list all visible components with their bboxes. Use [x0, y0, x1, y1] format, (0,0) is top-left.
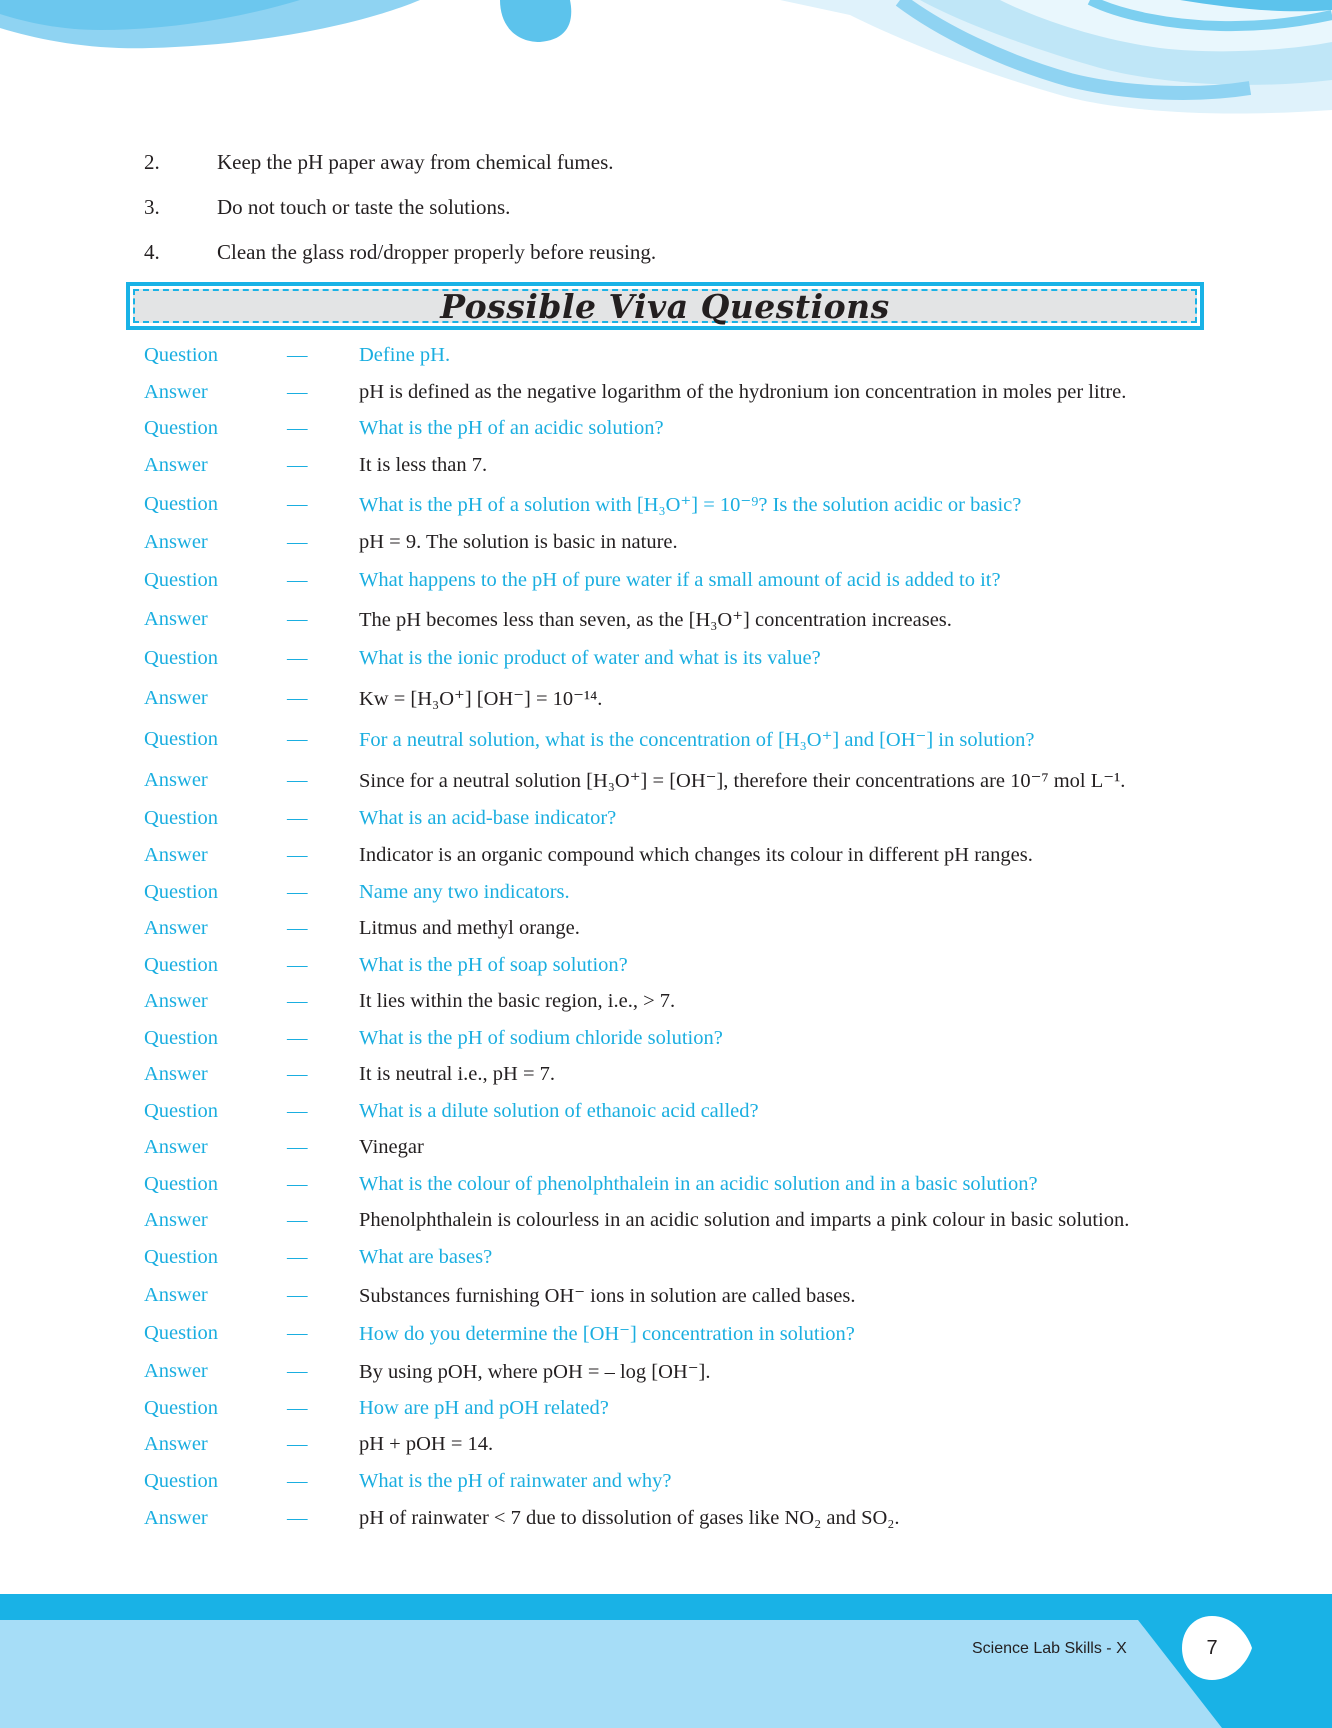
precautions-list	[144, 140, 656, 275]
answer-row	[144, 447, 1204, 484]
list-number: 4.	[144, 240, 160, 264]
dash: —	[287, 608, 308, 630]
answer-row	[144, 374, 1204, 410]
answer-text: It is neutral i.e., pH = 7.	[359, 1063, 556, 1085]
answer-label: Answer	[144, 1136, 208, 1158]
question-label: Question	[144, 492, 219, 515]
question-label: Question	[144, 344, 219, 366]
dash: —	[287, 1469, 308, 1492]
dash: —	[287, 1246, 308, 1268]
question-text: What is an acid-base indicator?	[359, 807, 617, 829]
dash: —	[287, 917, 308, 939]
list-text: Do not touch or taste the solutions.	[217, 195, 511, 219]
dash: —	[287, 1209, 308, 1231]
answer-text: It lies within the basic region, i.e., > 7.	[359, 990, 676, 1012]
viva-qa-list	[144, 337, 1204, 1537]
answer-row	[144, 524, 1204, 561]
dash: —	[287, 953, 308, 976]
answer-text: Kw = [H₃O⁺] [OH⁻] = 10⁻¹⁴.	[359, 687, 603, 710]
dash: —	[287, 768, 308, 791]
question-text: What are bases?	[359, 1246, 493, 1268]
answer-label: Answer	[144, 608, 208, 630]
dash: —	[287, 880, 308, 903]
answer-row	[144, 1129, 1204, 1166]
question-text: Name any two indicators.	[359, 880, 570, 903]
answer-label: Answer	[144, 844, 208, 866]
answer-text: pH is defined as the negative logarithm of the hydronium ion concentration in moles per litre.	[359, 380, 1127, 403]
section-title-inner	[133, 286, 1197, 326]
answer-label: Answer	[144, 1209, 208, 1231]
question-label: Question	[144, 807, 219, 829]
answer-text: Indicator is an organic compound which changes its colour in different pH ranges.	[359, 844, 1033, 866]
dash: —	[287, 569, 308, 591]
answer-row	[144, 837, 1204, 874]
dash: —	[287, 1359, 308, 1382]
section-title-box	[126, 282, 1204, 330]
list-item	[144, 230, 656, 275]
footer-band-decoration	[0, 1594, 1332, 1728]
answer-text: Litmus and methyl orange.	[359, 917, 580, 939]
question-label: Question	[144, 880, 219, 903]
question-row	[144, 561, 1204, 600]
page-number: 7	[1206, 1637, 1218, 1659]
answer-row	[144, 1202, 1204, 1239]
list-number: 3.	[144, 195, 160, 219]
question-row	[144, 639, 1204, 678]
question-row	[144, 1020, 1204, 1056]
answer-text: Phenolphthalein is colourless in an acidic solution and imparts a pink colour in basic solution.	[359, 1209, 1130, 1231]
answer-row	[144, 678, 1204, 718]
answer-text: Since for a neutral solution [H₃O⁺] = [OH⁻], therefore their concentrations are 10⁻⁷ mol L⁻¹.	[359, 769, 1126, 792]
dash: —	[287, 990, 308, 1012]
question-text: How do you determine the [OH⁻] concentration in solution?	[359, 1322, 855, 1345]
question-row	[144, 484, 1204, 524]
answer-text: pH + pOH = 14.	[359, 1433, 494, 1455]
dash: —	[287, 686, 308, 709]
dash: —	[287, 454, 308, 476]
answer-label: Answer	[144, 686, 208, 709]
dash: —	[287, 1321, 308, 1344]
answer-label: Answer	[144, 990, 208, 1012]
list-text: Clean the glass rod/dropper properly before reusing.	[217, 240, 657, 264]
header-wave-decoration	[0, 0, 1332, 130]
dash: —	[287, 1506, 308, 1529]
dash: —	[287, 647, 308, 669]
question-row	[144, 410, 1204, 447]
list-text: Keep the pH paper away from chemical fumes.	[217, 150, 614, 174]
question-text: Define pH.	[359, 344, 451, 366]
answer-label: Answer	[144, 768, 208, 791]
question-text: What is the colour of phenolphthalein in an acidic solution and in a basic solution?	[359, 1172, 1038, 1195]
dash: —	[287, 1172, 308, 1195]
dash: —	[287, 727, 308, 750]
question-label: Question	[144, 1246, 219, 1268]
answer-row	[144, 1056, 1204, 1093]
dash: —	[287, 344, 308, 366]
answer-text: pH = 9. The solution is basic in nature.	[359, 531, 678, 553]
question-row	[144, 718, 1204, 760]
dash: —	[287, 1026, 308, 1049]
answer-text: pH of rainwater < 7 due to dissolution of gases like NO₂ and SO₂.	[359, 1506, 900, 1529]
answer-text: The pH becomes less than seven, as the [H₃O⁺] concentration increases.	[359, 609, 952, 631]
answer-label: Answer	[144, 531, 208, 553]
answer-text: Vinegar	[359, 1136, 424, 1158]
question-label: Question	[144, 1099, 219, 1122]
dash: —	[287, 1283, 308, 1306]
answer-row	[144, 1276, 1204, 1314]
question-row	[144, 800, 1204, 837]
question-row	[144, 1314, 1204, 1352]
question-text: What is the pH of soap solution?	[359, 953, 628, 976]
answer-row	[144, 760, 1204, 800]
dash: —	[287, 1136, 308, 1158]
question-label: Question	[144, 647, 219, 669]
question-label: Question	[144, 1321, 219, 1344]
question-label: Question	[144, 1172, 219, 1195]
question-label: Question	[144, 569, 219, 591]
question-label: Question	[144, 1469, 219, 1492]
answer-text: Substances furnishing OH⁻ ions in solution are called bases.	[359, 1284, 856, 1307]
answer-label: Answer	[144, 1506, 208, 1529]
dash: —	[287, 380, 308, 403]
question-label: Question	[144, 953, 219, 976]
dash: —	[287, 417, 308, 439]
answer-text: By using pOH, where pOH = – log [OH⁻].	[359, 1360, 711, 1383]
question-label: Question	[144, 417, 219, 439]
answer-row	[144, 1352, 1204, 1390]
dash: —	[287, 531, 308, 553]
question-row	[144, 1463, 1204, 1499]
answer-row	[144, 910, 1204, 947]
question-text: What is the ionic product of water and what is its value?	[359, 647, 821, 669]
question-text: What is the pH of an acidic solution?	[359, 417, 664, 439]
answer-label: Answer	[144, 1433, 208, 1455]
question-row	[144, 337, 1204, 374]
question-text: What is the pH of sodium chloride solution?	[359, 1026, 723, 1049]
dash: —	[287, 1063, 308, 1085]
question-text: What is the pH of a solution with [H₃O⁺] = 10⁻⁹? Is the solution acidic or basic?	[359, 493, 1022, 516]
answer-label: Answer	[144, 454, 208, 476]
section-title: Possible Viva Questions	[440, 286, 890, 326]
question-row	[144, 874, 1204, 910]
question-row	[144, 1390, 1204, 1426]
answer-label: Answer	[144, 380, 208, 403]
question-text: How are pH and pOH related?	[359, 1396, 609, 1419]
dash: —	[287, 1396, 308, 1419]
question-row	[144, 1166, 1204, 1202]
dash: —	[287, 1433, 308, 1455]
question-label: Question	[144, 1026, 219, 1049]
answer-label: Answer	[144, 917, 208, 939]
question-row	[144, 947, 1204, 983]
answer-label: Answer	[144, 1283, 208, 1306]
answer-row	[144, 1426, 1204, 1463]
question-row	[144, 1093, 1204, 1129]
question-text: What happens to the pH of pure water if a small amount of acid is added to it?	[359, 569, 1001, 591]
dash: —	[287, 807, 308, 829]
footer-book-title: Science Lab Skills - X	[972, 1640, 1127, 1657]
question-row	[144, 1239, 1204, 1276]
answer-label: Answer	[144, 1359, 208, 1382]
dash: —	[287, 844, 308, 866]
question-text: What is a dilute solution of ethanoic acid called?	[359, 1099, 759, 1122]
list-item	[144, 140, 656, 185]
answer-row	[144, 600, 1204, 639]
list-number: 2.	[144, 150, 160, 174]
answer-label: Answer	[144, 1063, 208, 1085]
question-label: Question	[144, 1396, 219, 1419]
question-text: What is the pH of rainwater and why?	[359, 1469, 672, 1492]
question-label: Question	[144, 727, 219, 750]
question-text: For a neutral solution, what is the concentration of [H₃O⁺] and [OH⁻] in solution?	[359, 728, 1035, 751]
list-item	[144, 185, 656, 230]
answer-row	[144, 1499, 1204, 1537]
answer-text: It is less than 7.	[359, 454, 488, 476]
dash: —	[287, 492, 308, 515]
dash: —	[287, 1099, 308, 1122]
answer-row	[144, 983, 1204, 1020]
